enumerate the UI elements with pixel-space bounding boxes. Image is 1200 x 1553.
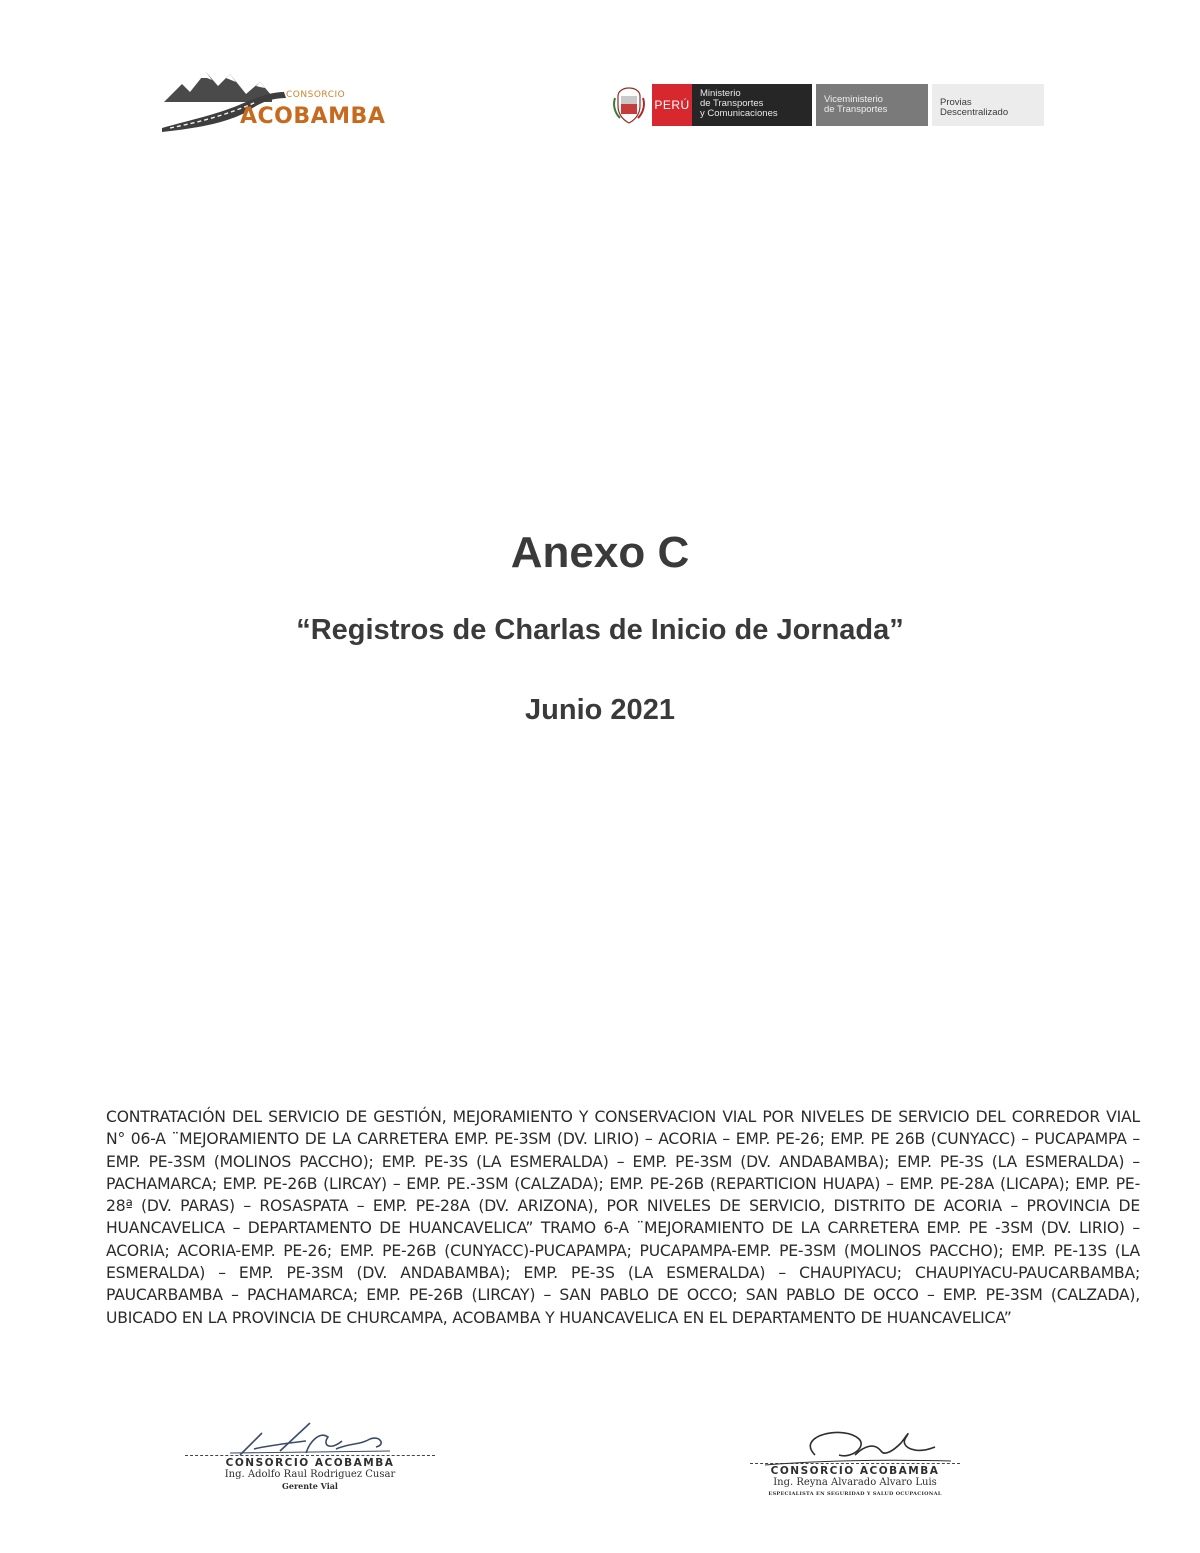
viceministry-label — [816, 84, 928, 126]
consorcio-acobamba-logo — [160, 62, 386, 134]
logo-company-name: ACOBAMBA — [240, 104, 386, 129]
signature-company: CONSORCIO ACOBAMBA — [750, 1463, 960, 1477]
signature-role: Gerente Vial — [282, 1481, 338, 1491]
annex-title: Anexo C — [510, 528, 690, 577]
viceministry-line: de Transportes — [824, 104, 888, 115]
peru-shield-icon — [612, 84, 646, 126]
viceministry-line: Viceministerio — [824, 94, 883, 105]
annex-subtitle: “Registros de Charlas de Inicio de Jornada” — [296, 614, 904, 646]
provias-label — [932, 84, 1044, 126]
signature-role: ESPECIALISTA EN SEGURIDAD Y SALUD OCUPACIONAL — [768, 1491, 942, 1497]
ministry-line: Ministerio — [700, 88, 741, 99]
ministry-line: de Transportes — [700, 98, 764, 109]
government-logo-band — [612, 84, 1044, 126]
peru-label: PERÚ — [652, 84, 692, 126]
provias-line: Descentralizado — [940, 107, 1009, 118]
logo-small-text: CONSORCIO — [286, 90, 346, 100]
provias-line: Provias — [940, 97, 972, 108]
ministry-line: y Comunicaciones — [700, 108, 778, 119]
ministry-label — [692, 84, 812, 126]
signature-name: Ing. Reyna Alvarado Alvaro Luis — [773, 1477, 937, 1488]
signature-company: CONSORCIO ACOBAMBA — [185, 1455, 435, 1469]
contract-description: CONTRATACIÓN DEL SERVICIO DE GESTIÓN, MEJORAMIENTO Y CONSERVACION VIAL POR NIVELES DE SERVICIO DEL CORREDOR VIAL N° 06-A ¨MEJORAMIENTO DE LA CARRETERA EMP. PE-3SM (DV. LIRIO) – ACORIA – EMP. PE-26; EMP. PE 26B (CUNYACC) – PUCAPAMPA – EMP. PE-3SM (MOLINOS PACCHO); EMP. PE-3S (LA ESMERALDA) – EMP. PE-3SM (DV. ANDABAMBA); EMP. PE-3S (LA ESMERALDA) – PACHAMARCA; EMP. PE-26B (LIRCAY) – EMP. PE.-3SM (CALZADA); EMP. PE-26B (REPARTICION HUAPA) – EMP. PE-28A (LICAPA); EMP. PE-28ª (DV. PARAS) – ROSASPATA – EMP. PE-28A (DV. ARIZONA), POR NIVELES DE SERVICIO, DISTRITO DE ACORIA – PROVINCIA DE HUANCAVELICA – DEPARTAMENTO DE HUANCAVELICA” TRAMO 6-A ¨MEJORAMIENTO DE LA CARRETERA EMP. PE -3SM (DV. LIRIO) – ACORIA; ACORIA-EMP. PE-26; EMP. PE-26B (CUNYACC)-PUCAPAMPA; PUCAPAMPA-EMP. PE-3SM (MOLINOS PACCHO); EMP. PE-13S (LA ESMERALDA) – EMP. PE-3SM (DV. ANDABAMBA); EMP. PE-3S (LA ESMERALDA) – CHAUPIYACU; CHAUPIYACU-PAUCARBAMBA; PAUCARBAMBA – PACHAMARCA; EMP. PE-26B (LIRCAY) – SAN PABLO DE OCCO; SAN PABLO DE OCCO – EMP. PE-3SM (CALZADA), UBICADO EN LA PROVINCIA DE CHURCAMPA, ACOBAMBA Y HUANCAVELICA EN EL DEPARTAMENTO DE HUANCAVELICA” — [106, 1108, 1140, 1327]
signature-name: Ing. Adolfo Raul Rodriguez Cusar — [224, 1469, 396, 1480]
annex-date: Junio 2021 — [525, 694, 675, 726]
signature-block-right — [750, 1425, 960, 1499]
signature-block-left — [185, 1415, 435, 1491]
